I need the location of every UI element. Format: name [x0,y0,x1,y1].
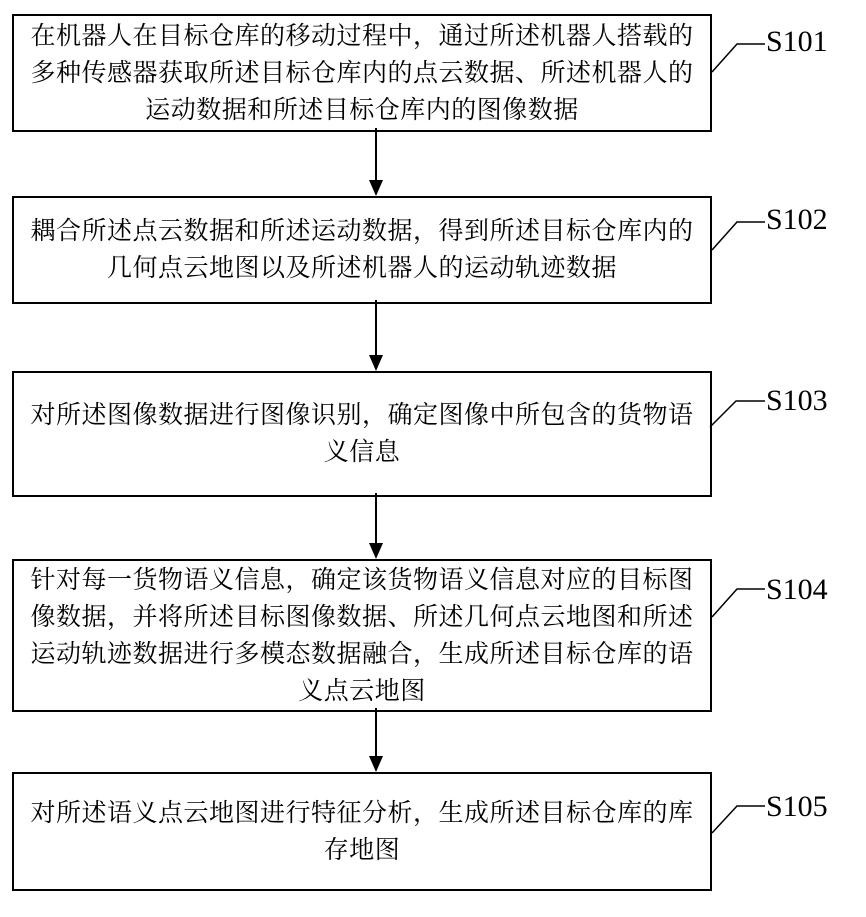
step-text-s101: 在机器人在目标仓库的移动过程中，通过所述机器人搭载的 多种传感器获取所述目标仓库内的点云数据、所述机器人的 运动数据和所述目标仓库内的图像数据 [30,22,694,124]
step-label-s105: S105 [766,790,828,823]
leader-line-s101 [712,44,765,72]
step-label-s104: S104 [766,573,828,606]
step-text-s103: 对所述图像数据进行图像识别，确定图像中所包含的货物语 义信息 [30,402,694,466]
step-box-s105 [12,772,712,891]
step-box-s103 [12,371,712,497]
flow-arrow-shaft-1 [375,128,377,180]
flow-arrow-shaft-3 [375,493,377,543]
step-label-s102: S102 [766,203,828,236]
flow-arrow-down-icon-1 [369,180,383,196]
step-text-s105: 对所述语义点云地图进行特征分析，生成所述目标仓库的库 存地图 [30,799,694,864]
leader-line-s103 [710,401,765,427]
step-box-s101 [12,14,712,132]
step-label-s103: S103 [766,384,828,417]
flow-arrow-down-icon-2 [369,355,383,371]
step-box-s104 [12,559,712,712]
flow-arrow-shaft-4 [375,708,377,756]
flow-arrow-shaft-2 [375,300,377,355]
leader-line-s102 [712,222,765,250]
leader-line-s104 [712,589,765,617]
flow-arrow-down-icon-4 [369,756,383,772]
step-text-s104: 针对每一货物语义信息，确定该货物语义信息对应的目标图 像数据，并将所述目标图像数据、所述几何点云地图和所述 运动轨迹数据进行多模态数据融合，生成所述目标仓库的语 义点云地图 [30,566,694,705]
step-label-s101: S101 [766,25,828,58]
leader-line-s105 [712,806,765,833]
step-box-s102 [12,196,712,304]
flow-arrow-down-icon-3 [369,543,383,559]
step-text-s102: 耦合所述点云数据和所述运动数据，得到所述目标仓库内的 几何点云地图以及所述机器人的运动轨迹数据 [30,218,694,282]
